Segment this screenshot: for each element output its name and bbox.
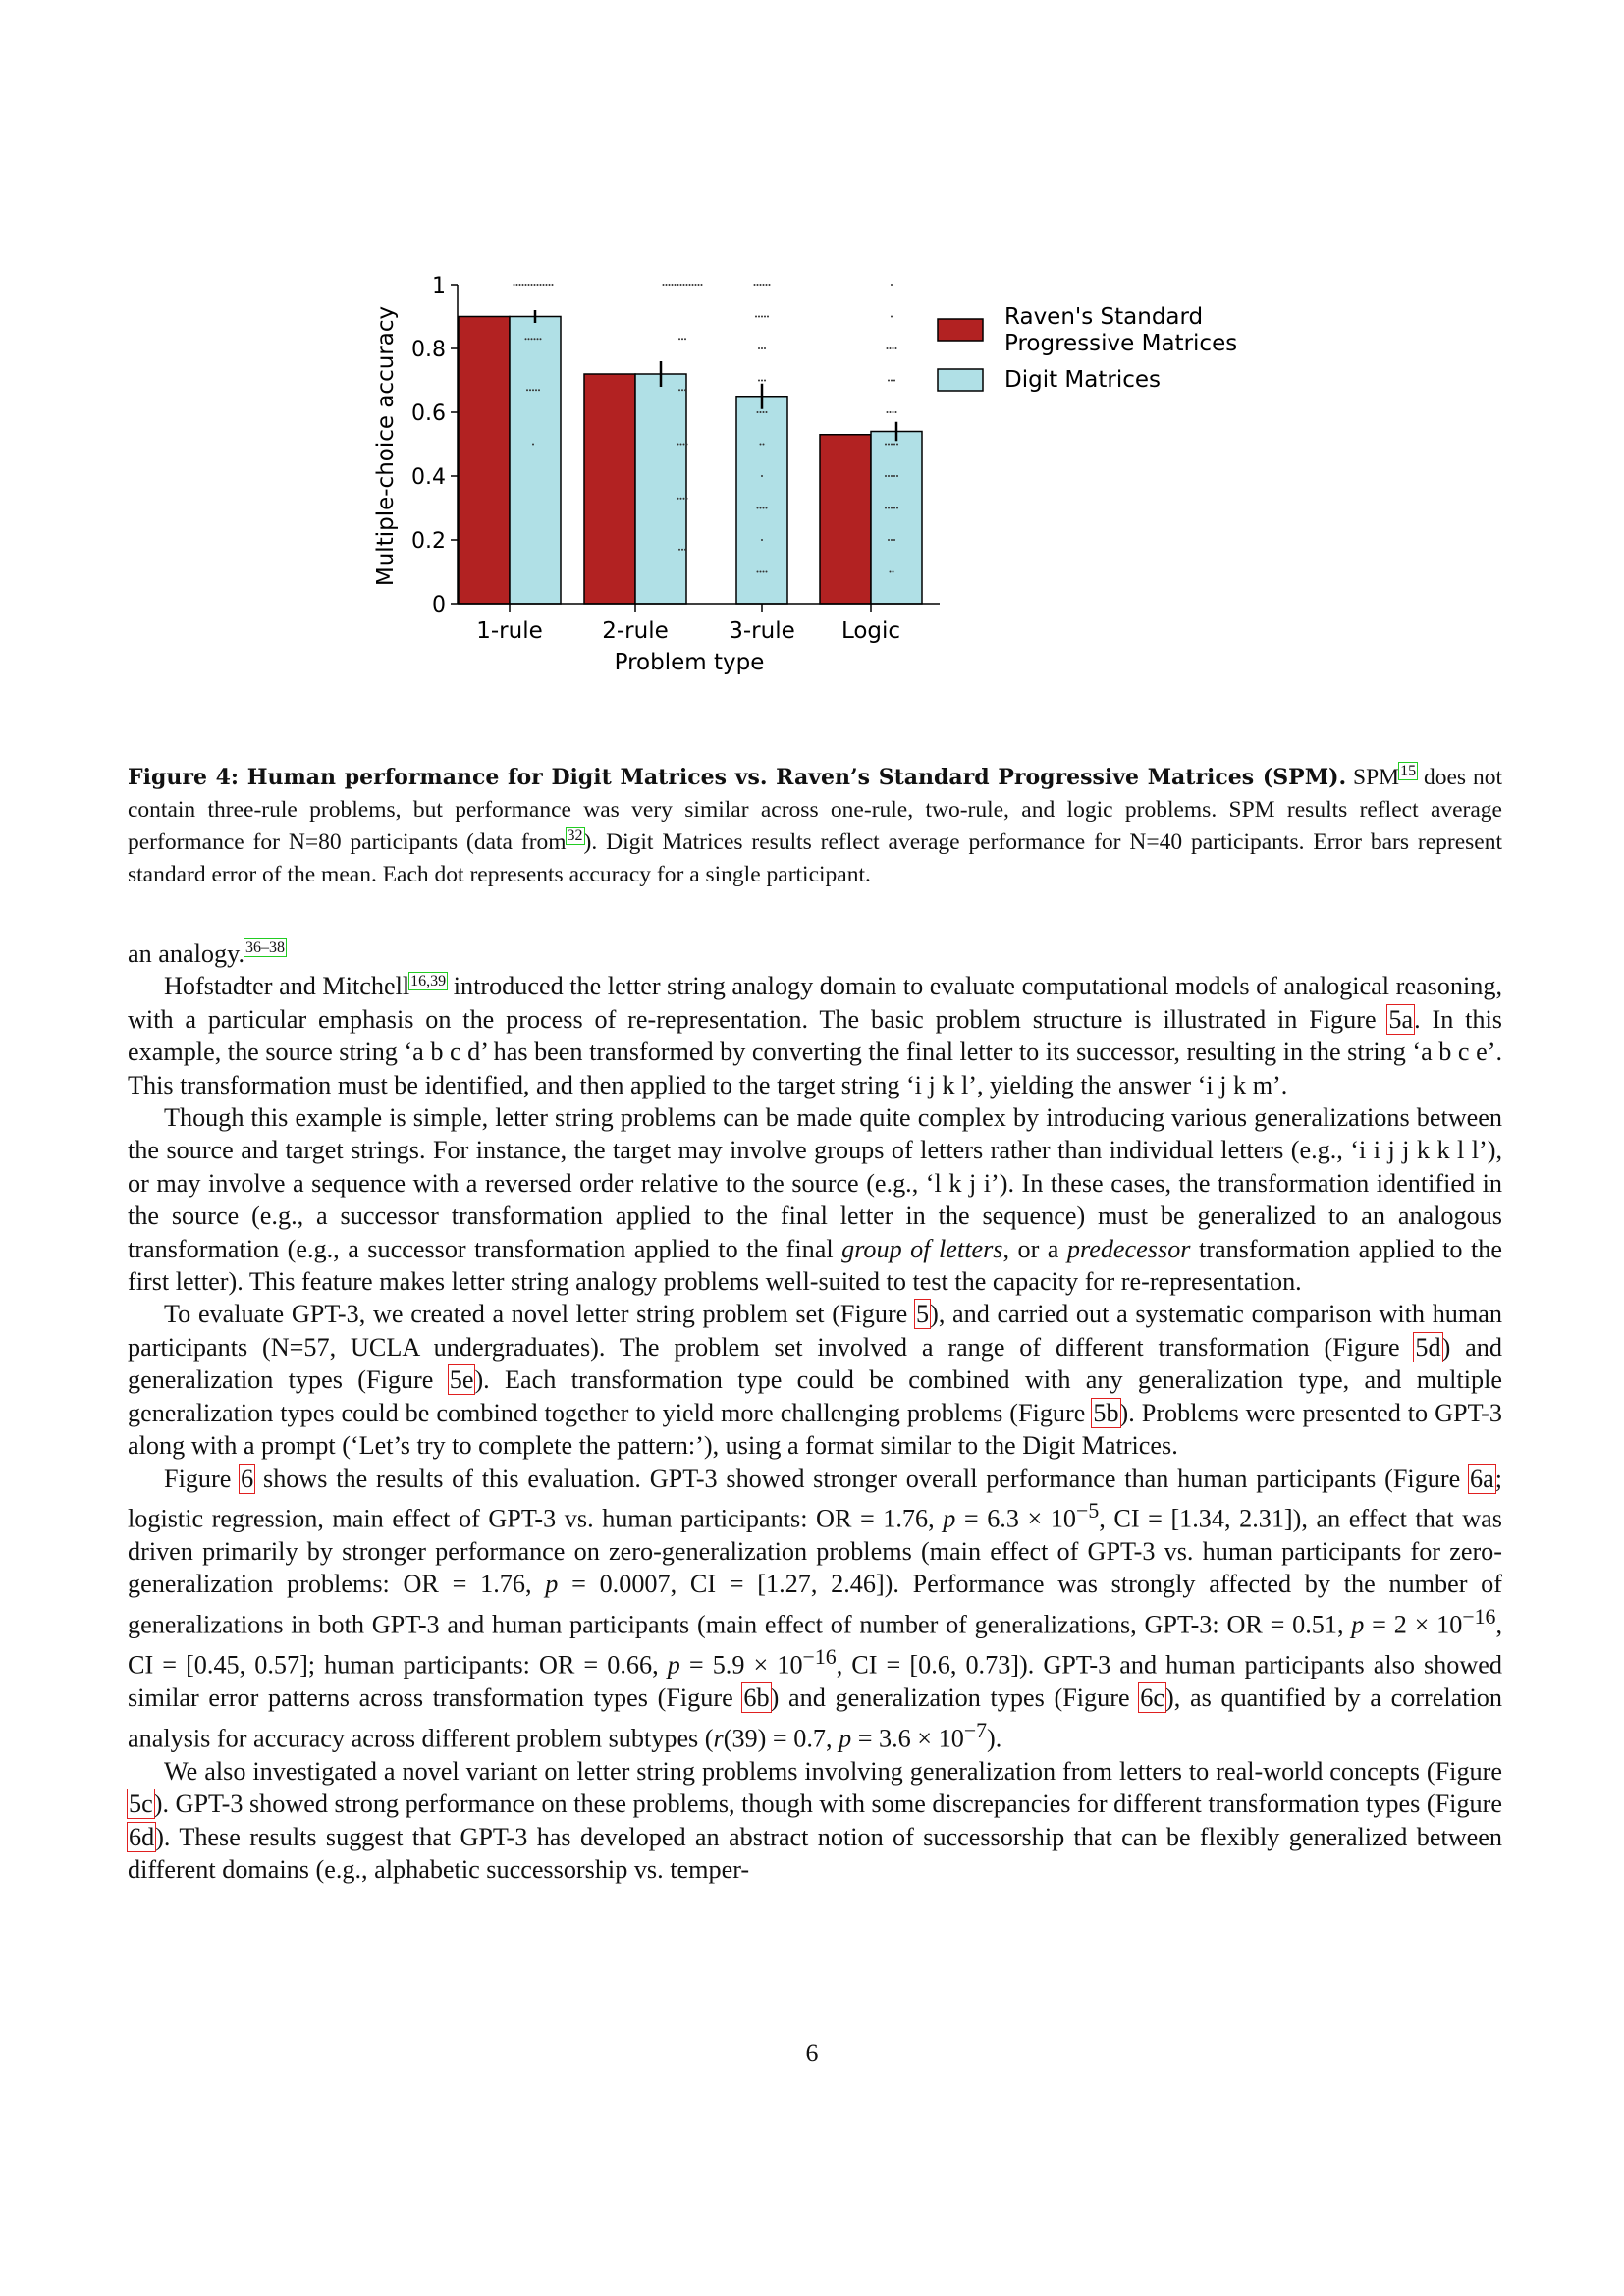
text: = 3.6 × 10 [851, 1724, 964, 1753]
participant-dot [766, 411, 768, 413]
participant-dot [525, 338, 527, 340]
participant-dot [755, 316, 757, 318]
participant-dot [890, 571, 892, 573]
bar-chart [363, 265, 1267, 687]
text: introduced the letter string analogy domain to evaluate computational models of analogical reasoning, with a particular emphasis on the process of re-representation. The basic problem structure is illustrated in Figure [128, 972, 1502, 1034]
participant-dot [758, 347, 760, 349]
participant-dot [680, 498, 682, 500]
text: , CI = [0.6, 0.73]). GPT-3 and human participants also showed similar error patterns across transformation types (Figure [128, 1650, 1502, 1713]
paragraph [128, 937, 1502, 970]
participant-dot [893, 411, 894, 413]
participant-dot [757, 284, 759, 286]
participant-dot [531, 338, 533, 340]
participant-dot [757, 411, 759, 413]
text: Hofstadter and Mitchell [164, 972, 410, 1001]
legend-swatch [938, 319, 983, 341]
text: = 0.0007, CI = [1.27, 2.46]). Performance was strongly affected by the number of generalizations in both GPT-3 and human participants (main effect of number of generalizations, GPT-3: OR = 0.51, [128, 1570, 1502, 1639]
emphasis: predecessor [1066, 1234, 1191, 1263]
paragraph [128, 970, 1502, 1101]
participant-dot [698, 284, 700, 286]
math-var: p [1351, 1610, 1365, 1639]
participant-dot [888, 380, 890, 382]
participant-dot [543, 284, 545, 286]
figure-ref-link[interactable]: 5e [449, 1365, 474, 1395]
participant-dot [891, 507, 893, 509]
participant-dot [672, 284, 674, 286]
page-number: 6 [805, 2039, 819, 2067]
exponent: −16 [1462, 1604, 1496, 1629]
participant-dot [758, 380, 760, 382]
participant-dot [887, 347, 889, 349]
participant-dot [760, 444, 762, 446]
participant-dot [754, 284, 756, 286]
participant-dot [522, 284, 524, 286]
body-text [128, 937, 1502, 1886]
participant-dot [893, 571, 894, 573]
x-tick-label: 2-rule [602, 618, 669, 644]
participant-dot [532, 389, 534, 391]
participant-dot [760, 284, 762, 286]
text: . In this example, the source string ‘a b c d’ has been transformed by converting the final letter to its successor, resulting in the string ‘a b c e’. This transformation must be identified, and then applied to the target string ‘i j k l’, yielding the answer ‘i j k m’. [128, 1004, 1502, 1099]
participant-dot [891, 284, 893, 286]
participant-dot [888, 507, 890, 509]
participant-dot [761, 380, 763, 382]
paragraph [128, 1463, 1502, 1755]
participant-dot [692, 284, 694, 286]
participant-dot [891, 539, 893, 541]
participant-dot [890, 411, 892, 413]
text: ). These results suggest that GPT-3 has developed an abstract notion of successorship that can be flexibly generalized between different domains (e.g., alphabetic successorship vs. temper- [128, 1822, 1502, 1884]
bar-Logic-1 [871, 432, 922, 605]
text: , or a [1002, 1234, 1067, 1263]
bar-Logic-0 [820, 435, 871, 604]
math-var: r [713, 1724, 724, 1753]
participant-dot [681, 338, 683, 340]
participant-dot [763, 284, 765, 286]
participant-dot [683, 284, 685, 286]
participant-dot [684, 338, 686, 340]
figure-ref-link[interactable]: 5 [916, 1300, 930, 1329]
text: ). [987, 1724, 1002, 1753]
legend-label: Progressive Matrices [1004, 331, 1238, 356]
participant-dot [535, 389, 537, 391]
legend-label: Raven's Standard [1004, 304, 1204, 330]
participant-dot [893, 539, 895, 541]
participant-dot [684, 389, 686, 391]
participant-dot [546, 284, 548, 286]
participant-dot [893, 380, 895, 382]
paragraph [128, 1755, 1502, 1887]
participant-dot [760, 571, 762, 573]
participant-dot [764, 316, 766, 318]
participant-dot [514, 284, 515, 286]
participant-dot [680, 284, 682, 286]
participant-dot [686, 498, 688, 500]
participant-dot [890, 347, 892, 349]
participant-dot [887, 411, 889, 413]
caption-text: ). Digit Matrices results reflect average performance for N=40 participants. Error bars represent standard error of the mean. Each dot represents accuracy for a single participant. [128, 829, 1502, 887]
participant-dot [769, 284, 771, 286]
text: To evaluate GPT-3, we created a novel letter string problem set (Figure [164, 1300, 915, 1329]
participant-dot [888, 444, 890, 446]
citation-link[interactable]: 16,39 [410, 972, 447, 989]
text: ), as quantified by a correlation analysis for accuracy across different problem subtypes ( [128, 1683, 1502, 1753]
math-var: p [839, 1724, 852, 1753]
y-tick-label: 0.6 [411, 401, 446, 426]
text: shows the results of this evaluation. GPT-3 showed stronger overall performance than human participants (Figure [254, 1464, 1470, 1493]
participant-dot [534, 338, 536, 340]
text: Figure [164, 1464, 241, 1493]
participant-dot [885, 444, 887, 446]
caption-text: SPM [1353, 765, 1400, 790]
paragraph [128, 1298, 1502, 1462]
participant-dot [763, 444, 765, 446]
participant-dot [675, 284, 677, 286]
y-tick-label: 1 [432, 274, 446, 298]
figure-ref-link[interactable]: 6d [129, 1822, 155, 1851]
participant-dot [885, 475, 887, 477]
participant-dot [686, 284, 688, 286]
participant-dot [540, 338, 542, 340]
participant-dot [757, 507, 759, 509]
text: , CI = [0.45, 0.57]; human participants: OR = 0.66, [128, 1610, 1502, 1680]
figure-ref-link[interactable]: 6c [1140, 1683, 1165, 1713]
caption-label: Figure 4: Human performance for Digit Matrices vs. Raven’s Standard Progressive Matrices (SPM). [128, 765, 1347, 790]
participant-dot [526, 389, 528, 391]
participant-dot [538, 389, 540, 391]
participant-dot [760, 507, 762, 509]
participant-dot [695, 284, 697, 286]
participant-dot [888, 539, 890, 541]
participant-dot [763, 411, 765, 413]
participant-dot [537, 284, 539, 286]
bar-2-rule-0 [584, 374, 635, 604]
participant-dot [677, 498, 679, 500]
citation-link[interactable]: 32 [567, 828, 583, 845]
participant-dot [895, 347, 897, 349]
exponent: −7 [963, 1718, 988, 1742]
y-tick-label: 0.4 [411, 465, 446, 490]
participant-dot [528, 284, 530, 286]
text: Though this example is simple, letter string problems can be made quite complex by introducing various generalizations between the source and target strings. For instance, the target may involve groups of letters rather than individual letters (e.g., ‘i i j j k k l l’), or may involve a sequence with a reversed order relative to the source (e.g., ‘l k j i’). In these cases, the transformation identified in the source (e.g., a successor transformation applied to the final letter in the sequence) must be generalized to an analogous transformation (e.g., a successor transformation applied to the final [128, 1103, 1502, 1263]
citation-link[interactable]: 36–38 [245, 939, 286, 957]
text: ) and generalization types (Figure [770, 1683, 1140, 1713]
participant-dot [893, 507, 895, 509]
text: ) and generalization types (Figure [128, 1332, 1502, 1395]
participant-dot [684, 549, 686, 551]
math-var: p [943, 1504, 956, 1533]
text: , CI = [1.34, 2.31]), an effect that was driven primarily by stronger performance on zero-generalization problems (main effect of GPT-3 vs. human participants for zero-generalization problems: OR = 1.76, [128, 1504, 1502, 1599]
participant-dot [891, 316, 893, 318]
x-tick-label: Logic [840, 618, 901, 644]
y-tick-label: 0.8 [411, 338, 446, 362]
participant-dot [766, 571, 768, 573]
math-var: p [545, 1570, 559, 1599]
math-var: p [667, 1650, 680, 1680]
participant-dot [701, 284, 703, 286]
figure-ref-link[interactable]: 5a [1388, 1004, 1414, 1034]
text: transformation applied to the first letter). This feature makes letter string analogy problems well-suited to test the capacity for re-representation. [128, 1234, 1502, 1297]
participant-dot [534, 284, 536, 286]
caption-text: does not contain three-rule problems, but performance was very similar across one-rule, two-rule, and logic problems. SPM results reflect average performance for N=80 participants (data from [128, 765, 1503, 855]
text: We also investigated a novel variant on letter string problems involving generalization from letters to real-world concepts (Figure [164, 1756, 1502, 1786]
bar-1-rule-0 [459, 317, 510, 605]
bar-2-rule-1 [635, 374, 686, 604]
participant-dot [680, 444, 682, 446]
participant-dot [763, 507, 765, 509]
participant-dot [683, 498, 685, 500]
participant-dot [764, 380, 766, 382]
participant-dot [519, 284, 521, 286]
y-tick-label: 0.2 [411, 529, 446, 554]
participant-dot [891, 475, 893, 477]
bar-3-rule-1 [736, 397, 787, 604]
participant-dot [764, 347, 766, 349]
participant-dot [758, 316, 760, 318]
y-tick-label: 0 [432, 593, 446, 617]
participant-dot [766, 507, 768, 509]
citation-link[interactable]: 15 [1400, 763, 1417, 780]
participant-dot [761, 347, 763, 349]
participant-dot [761, 475, 763, 477]
participant-dot [896, 444, 898, 446]
figure-4 [363, 265, 1267, 687]
participant-dot [678, 389, 680, 391]
participant-dot [529, 389, 531, 391]
participant-dot [891, 380, 893, 382]
text: ). GPT-3 showed strong performance on these problems, though with some discrepancies for different transformation types (Figure [153, 1789, 1502, 1819]
participant-dot [678, 549, 680, 551]
participant-dot [669, 284, 671, 286]
participant-dot [681, 549, 683, 551]
participant-dot [552, 284, 554, 286]
participant-dot [683, 444, 685, 446]
text: (39) = 0.7, [723, 1724, 839, 1753]
y-axis-label: Multiple-choice accuracy [373, 305, 399, 587]
participant-dot [760, 411, 762, 413]
participant-dot [532, 444, 534, 446]
legend-swatch [938, 369, 983, 391]
participant-dot [549, 284, 551, 286]
participant-dot [666, 284, 668, 286]
participant-dot [681, 389, 683, 391]
figure-ref-link[interactable]: 6 [241, 1464, 254, 1493]
participant-dot [677, 444, 679, 446]
participant-dot [896, 475, 898, 477]
paragraph [128, 1101, 1502, 1298]
text: ). Problems were presented to GPT-3 along with a prompt (‘Let’s try to complete the pattern:’), using a format similar to the Digit Matrices. [128, 1398, 1502, 1461]
figure-ref-link[interactable]: 5d [1415, 1332, 1441, 1362]
text: = 2 × 10 [1364, 1610, 1463, 1639]
participant-dot [678, 338, 680, 340]
participant-dot [528, 338, 530, 340]
participant-dot [896, 507, 898, 509]
participant-dot [677, 284, 679, 286]
participant-dot [885, 507, 887, 509]
text: = 5.9 × 10 [679, 1650, 803, 1680]
participant-dot [761, 539, 763, 541]
participant-dot [525, 284, 527, 286]
figure-ref-link[interactable]: 6a [1470, 1464, 1494, 1493]
participant-dot [888, 475, 890, 477]
bar-1-rule-1 [510, 317, 561, 605]
emphasis: group of letters [841, 1234, 1003, 1263]
text: ), and carried out a systematic comparison with human participants (N=57, UCLA undergraduates). The problem set involved a range of different transformation (Figure [128, 1300, 1502, 1362]
participant-dot [767, 316, 769, 318]
participant-dot [663, 284, 665, 286]
text: ; logistic regression, main effect of GPT-3 vs. human participants: OR = 1.76, [128, 1464, 1503, 1533]
participant-dot [895, 411, 897, 413]
participant-dot [686, 444, 688, 446]
figure-ref-link[interactable]: 5b [1093, 1398, 1119, 1427]
participant-dot [891, 444, 893, 446]
figure-ref-link[interactable]: 5c [129, 1789, 153, 1819]
legend-label: Digit Matrices [1004, 367, 1162, 393]
participant-dot [893, 347, 894, 349]
participant-dot [893, 444, 895, 446]
x-tick-label: 3-rule [729, 618, 795, 644]
participant-dot [516, 284, 518, 286]
participant-dot [766, 284, 768, 286]
participant-dot [540, 284, 542, 286]
figure-caption [128, 762, 1502, 891]
participant-dot [893, 475, 895, 477]
participant-dot [537, 338, 539, 340]
participant-dot [531, 284, 533, 286]
text: an analogy. [128, 939, 245, 968]
text: = 6.3 × 10 [955, 1504, 1077, 1533]
participant-dot [763, 571, 765, 573]
participant-dot [689, 284, 691, 286]
text: ). Each transformation type could be combined with any generalization type, and multiple generalization types could be combined together to yield more challenging problems (Figure [128, 1365, 1502, 1427]
x-axis-label: Problem type [614, 650, 765, 675]
exponent: −5 [1076, 1498, 1100, 1522]
x-tick-label: 1-rule [476, 618, 543, 644]
participant-dot [761, 316, 763, 318]
figure-ref-link[interactable]: 6b [743, 1683, 770, 1713]
participant-dot [757, 571, 759, 573]
exponent: −16 [802, 1645, 837, 1669]
